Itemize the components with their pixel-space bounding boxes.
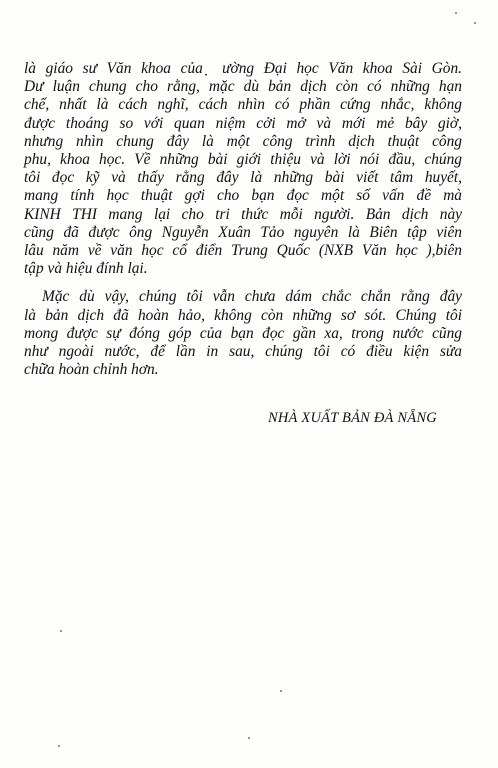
text-line: mang tính học thuật gợi cho bạn đọc một số vấn đề mà (24, 187, 462, 205)
scan-speck (474, 22, 476, 24)
text-line: KINH THI mang lại cho tri thức mỗi người. Bản dịch này (24, 205, 462, 223)
scan-speck (280, 690, 282, 692)
text-line: nhưng nhìn chung đây là một công trình dịch thuật công (24, 132, 462, 150)
scan-speck (248, 737, 250, 739)
scan-speck (60, 630, 62, 632)
text-line: là giáo sư Văn khoa của ̣̣ ường Đại học Văn khoa Sài Gòn. (24, 60, 462, 77)
text-line: được thoáng so với quan niệm cởi mở và mới mẻ bây giờ, (24, 114, 462, 132)
publisher-signature: NHÀ XUẤT BẢN ĐÀ NẴNG (268, 410, 437, 426)
text-line: phu, khoa học. Về những bài giới thiệu và lời nói đầu, chúng (24, 151, 462, 169)
text-line: như ngoài nước, để lần in sau, chúng tôi có điều kiện sửa (24, 343, 462, 361)
text-line: Dư luận chung cho rằng, mặc dù bản dịch còn có những hạn (24, 78, 462, 96)
text-line: chế, nhất là cách nghĩ, cách nhìn có phần cứng nhắc, không (24, 96, 462, 114)
text-line: là bản dịch đã hoàn hảo, không còn những sơ sót. Chúng tôi (24, 306, 462, 324)
text-line: tập và hiệu đính lại. (24, 260, 148, 278)
text-line: Mặc dù vậy, chúng tôi vẫn chưa dám chắc chắn rằng đây (42, 288, 462, 306)
text-line: lâu năm về văn học cổ điển Trung Quốc (NXB Văn học ),biên (24, 242, 462, 260)
scan-speck (455, 12, 457, 14)
body-text (24, 60, 462, 379)
text-line: tôi đọc kỹ và thấy rằng đây là những bài viết tâm huyết, (24, 169, 462, 187)
scan-speck (58, 745, 60, 747)
text-line: mong được sự đóng góp của bạn đọc gần xa, trong nước cũng (24, 324, 462, 342)
text-line: chữa hoàn chỉnh hơn. (24, 361, 159, 379)
text-line: cũng đã được ông Nguyễn Xuân Tảo nguyên là Biên tập viên (24, 223, 462, 241)
paragraph-gap (24, 278, 462, 288)
